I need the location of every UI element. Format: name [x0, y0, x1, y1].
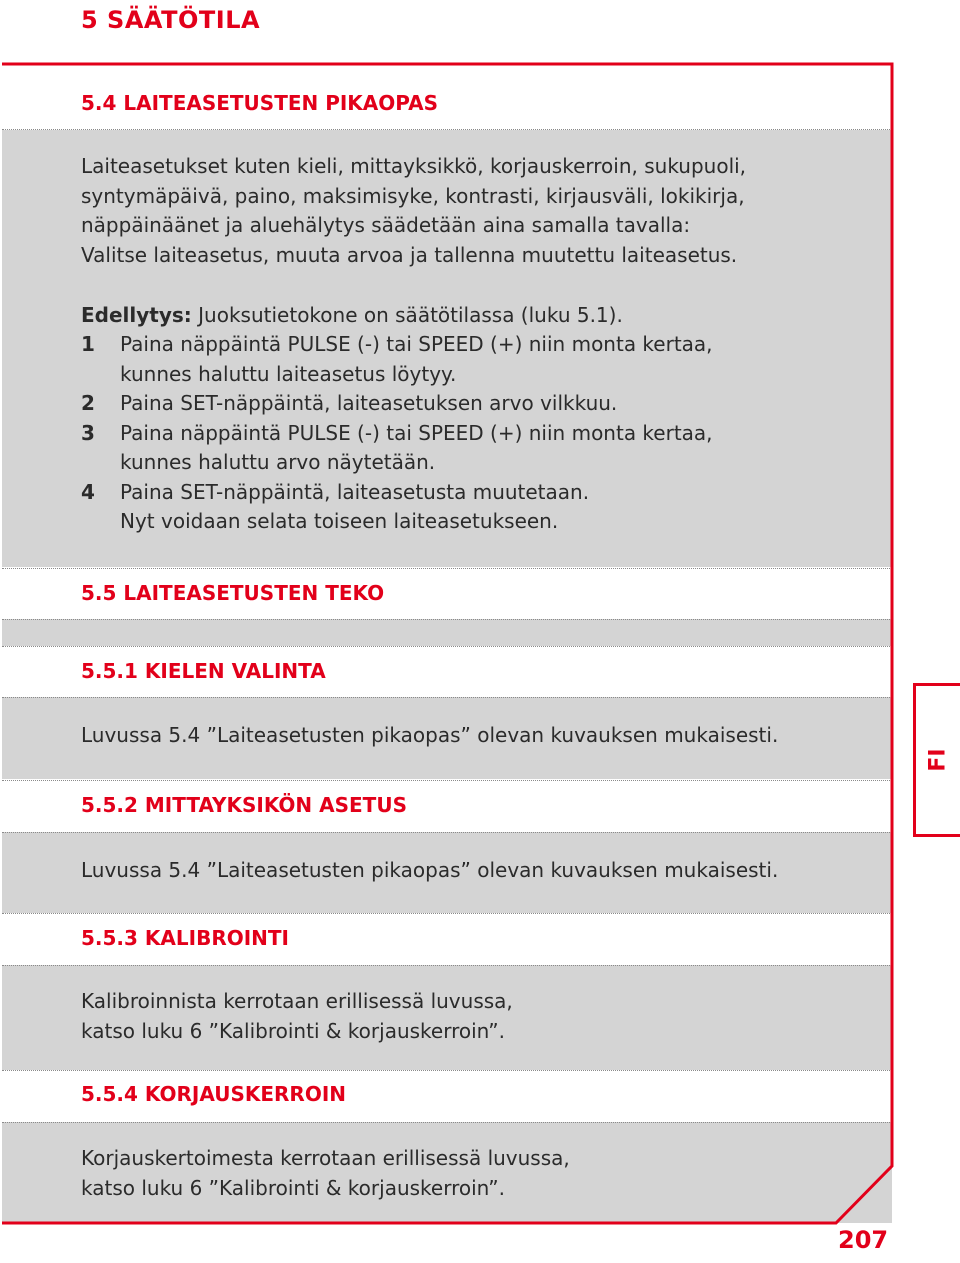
step-item [81, 389, 713, 419]
step-text-line: Nyt voidaan selata toiseen laiteasetukseen. [120, 509, 559, 533]
step-text-line: Paina SET-näppäintä, laiteasetuksen arvo vilkkuu. [120, 391, 618, 415]
step-text-line: kunnes haluttu laiteasetus löytyy. [120, 361, 457, 386]
section-text-5-5-1: Luvussa 5.4 ”Laiteasetusten pikaopas” olevan kuvauksen mukaisesti. [81, 723, 779, 747]
section-heading-5-5: 5.5 LAITEASETUSTEN TEKO [81, 581, 385, 605]
language-tab [913, 683, 960, 837]
section-heading-5-5-1: 5.5.1 KIELEN VALINTA [81, 659, 326, 683]
step-item [81, 330, 713, 389]
step-list [81, 330, 713, 537]
intro-line: syntymäpäivä, paino, maksimisyke, kontrasti, kirjausväli, lokikirja, [81, 184, 745, 208]
step-item [81, 478, 713, 537]
step-text-line: kunnes haluttu arvo näytetään. [120, 450, 436, 474]
step-number: 1 [81, 332, 95, 356]
prerequisite-text: Juoksutietokone on säätötilassa (luku 5.1). [191, 303, 623, 327]
language-tab-label: FI [925, 748, 951, 772]
section-text-5-5-3: Kalibroinnista kerrotaan erillisessä luvussa, [81, 989, 513, 1013]
step-text-line: Paina näppäintä PULSE (-) tai SPEED (+) niin monta kertaa, [120, 420, 713, 445]
chapter-title: 5 SÄÄTÖTILA [81, 6, 261, 34]
intro-line: Valitse laiteasetus, muuta arvoa ja tallenna muutettu laiteasetus. [81, 243, 738, 267]
step-item [81, 419, 713, 478]
section-text-5-5-4: katso luku 6 ”Kalibrointi & korjauskerroin”. [81, 1176, 505, 1200]
prerequisite [81, 301, 623, 331]
section-heading-5-4: 5.4 LAITEASETUSTEN PIKAOPAS [81, 91, 438, 115]
section-heading-5-5-2: 5.5.2 MITTAYKSIKÖN ASETUS [81, 793, 407, 817]
section-text-5-5-3: katso luku 6 ”Kalibrointi & korjauskerroin”. [81, 1019, 505, 1043]
section-text-5-5-2: Luvussa 5.4 ”Laiteasetusten pikaopas” olevan kuvauksen mukaisesti. [81, 858, 779, 882]
step-number: 4 [81, 479, 95, 504]
intro-line: Laiteasetukset kuten kieli, mittayksikkö, korjauskerroin, sukupuoli, [81, 154, 747, 178]
step-text-line: Paina SET-näppäintä, laiteasetusta muutetaan. [120, 479, 590, 504]
intro-line: näppäinäänet ja aluehälytys säädetään aina samalla tavalla: [81, 213, 691, 237]
prerequisite-label: Edellytys: [81, 303, 192, 327]
step-number: 3 [81, 420, 95, 445]
page-number: 207 [838, 1226, 889, 1254]
section-heading-5-5-4: 5.5.4 KORJAUSKERROIN [81, 1082, 346, 1106]
step-number: 2 [81, 391, 95, 415]
step-text-line: Paina näppäintä PULSE (-) tai SPEED (+) niin monta kertaa, [120, 332, 713, 356]
section-heading-5-5-3: 5.5.3 KALIBROINTI [81, 926, 289, 950]
section-text-5-5-4: Korjauskertoimesta kerrotaan erillisessä luvussa, [81, 1146, 570, 1170]
